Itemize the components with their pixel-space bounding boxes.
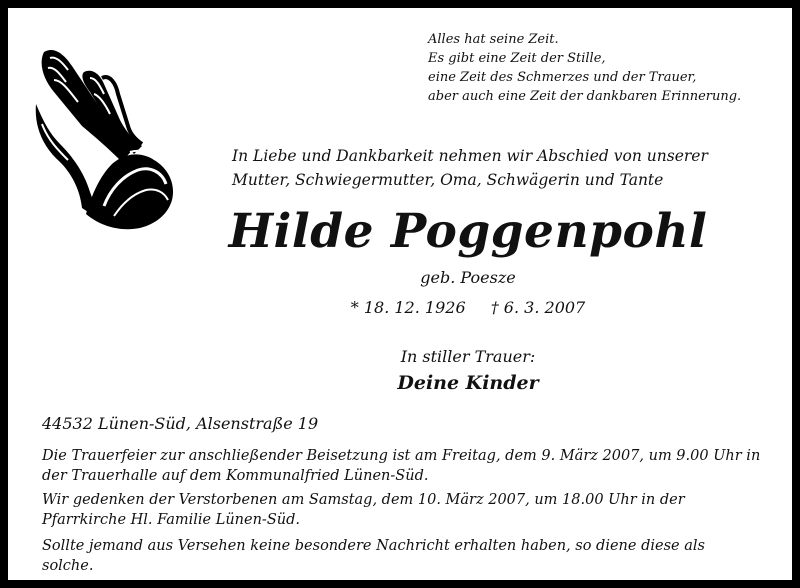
quote-block: [428, 30, 788, 106]
death-date: † 6. 3. 2007: [490, 298, 586, 317]
praying-hands-icon: [30, 44, 186, 232]
deceased-name: Hilde Poggenpohl: [228, 204, 708, 259]
paragraph-line: Wir gedenken der Verstorbenen am Samstag, dem 10. März 2007, um 18.00 Uhr in der: [42, 492, 685, 508]
quote-line: eine Zeit des Schmerzes und der Trauer,: [428, 70, 697, 85]
paragraph-line: solche.: [42, 558, 94, 574]
mourners-names: Deine Kinder: [397, 372, 539, 394]
intro-text: [232, 144, 792, 192]
funeral-info-paragraph: [42, 446, 782, 486]
family-address: 44532 Lünen-Süd, Alsenstraße 19: [42, 414, 319, 433]
birth-date: * 18. 12. 1926: [350, 298, 466, 317]
quote-line: Es gibt eine Zeit der Stille,: [428, 51, 606, 66]
quote-line: aber auch eine Zeit der dankbaren Erinnerung.: [428, 89, 742, 104]
paragraph-line: der Trauerhalle auf dem Kommunalfried Lünen-Süd.: [42, 468, 429, 484]
paragraph-line: Die Trauerfeier zur anschließender Beisetzung ist am Freitag, dem 9. März 2007, um 9.00 Uhr in: [42, 448, 761, 464]
maiden-name: geb. Poesze: [420, 268, 516, 287]
intro-line: In Liebe und Dankbarkeit nehmen wir Abschied von unserer: [232, 147, 708, 165]
paragraph-line: Pfarrkirche Hl. Familie Lünen-Süd.: [42, 512, 300, 528]
mourners-heading: In stiller Trauer:: [400, 347, 536, 366]
life-dates: [218, 298, 718, 317]
quote-line: Alles hat seine Zeit.: [428, 32, 559, 47]
paragraph-line: Sollte jemand aus Versehen keine besondere Nachricht erhalten haben, so diene diese als: [42, 538, 705, 554]
intro-line: Mutter, Schwiegermutter, Oma, Schwägerin und Tante: [232, 171, 664, 189]
memorial-service-paragraph: [42, 490, 782, 530]
notice-paragraph: [42, 536, 782, 576]
